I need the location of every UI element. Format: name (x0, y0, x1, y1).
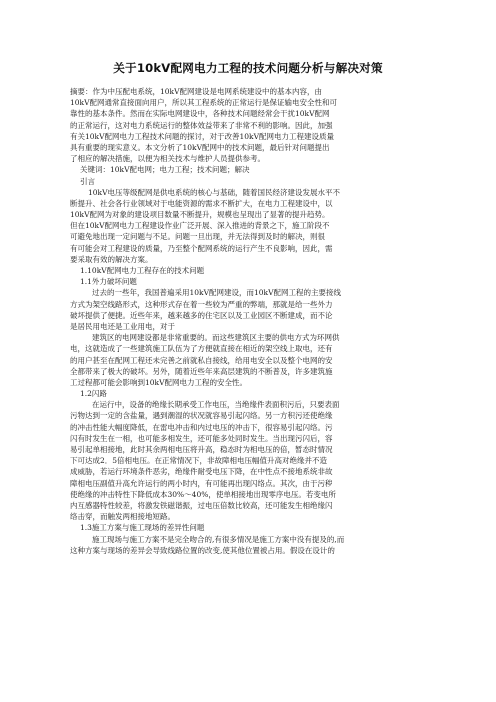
abstract-line: 10kV配网通常直接面向用户，所以其工程系统的正常运行是保证输电安全性和可 (70, 98, 338, 108)
abstract-line: 靠性的基本条件。然而在实际电网建设中，各种技术问题经常会干扰10kV配网 (70, 109, 330, 119)
subsection-heading: 1.3施工方案与施工现场的差异性问题 (80, 523, 205, 533)
paragraph-line: 闪有时发生在一相，也可能多相发生，还可能多处同时发生。当出现污闪后，容 (70, 433, 333, 443)
paragraph-line: 10kV电压等级配网是供电系统的核心与基础，随着国民经济建设发展水平不 (88, 187, 341, 197)
paragraph-line: 工过程都可能会影响到10kV配网电力工程的安全性。 (70, 377, 248, 387)
paragraph-line: 建筑区的电网建设都是非常重要的。而这些建筑区主要的供电方式为环网供 (92, 333, 340, 343)
paragraph-line: 电，这就造成了一些建筑施工队伍为了方便就直接在相近的架空线上取电，还有 (70, 344, 333, 354)
paragraph-line: 易引起单相接地，此时其余两相电压将升高，稳态时为相电压的倍，暂态时情况 (70, 445, 333, 454)
paragraph-line: 这种方案与现场的差异会导致线路位置的改变,使其他位置被占用。假设在设计的 (70, 545, 335, 555)
subsection-heading: 1.2闪路 (80, 389, 107, 399)
paragraph-line: 成威胁，若运行环境条件恶劣，绝缘件耐受电压下降，在中性点不接地系统非故 (70, 467, 333, 477)
paragraph-line: 络击穿，而触发两相接地短路。 (70, 512, 175, 522)
paragraph-line: 10kV配网为对象的建设项目数量不断提升，规模也呈现出了显著的提升趋势。 (70, 210, 330, 220)
paragraph-line: 在运行中，设备的绝缘长期承受工作电压，当绝缘件表面积污后，只要表面 (92, 400, 340, 410)
paragraph-line: 下可达成2．5倍相电压。在正常情况下，非故障相电压幅值升高对绝缘并不造 (70, 456, 328, 466)
subsection-heading: 1.1外力破坏问题 (80, 277, 137, 287)
document-title: 关于10kV配网电力工程的技术问题分析与解决对策 (113, 61, 383, 75)
document-body (70, 86, 428, 556)
abstract-line: 具有重要的现实意义。本文分析了10kV配网中的技术问题，最后针对问题提出 (70, 142, 330, 152)
paragraph-line: 使绝缘的冲击特性下降低成本30%～40%，使单相接地出现零序电压。若变电所 (70, 489, 336, 499)
keywords-line: 关键词：10kV配电网；电力工程；技术问题；解决 (80, 165, 250, 175)
abstract-line: 有关10kV配网电力工程技术问题的探讨，对于改善10kV配网电力工程建设质量 (70, 131, 335, 141)
paragraph-line: 施工现场与施工方案不是完全吻合的,有很多情况是施工方案中没有提及的,而 (92, 534, 345, 544)
paragraph-line: 的冲击性能大幅度降低，在雷电冲击和内过电压的冲击下，很容易引起闪络。污 (70, 422, 333, 432)
section-heading: 1.10kV配网电力工程存在的技术问题 (80, 266, 205, 275)
paragraph-line: 过去的一些年，我国普遍采用10kV配网建设，而10kV配网工程的主要接线 (92, 288, 342, 298)
paragraph-line: 有可能会对工程建设的质量，乃至整个配网系统的运行产生不良影响，因此，需 (70, 243, 333, 253)
paragraph-line: 断提升、社会各行业领域对于电能资源的需求不断扩大，在电力工程建设中，以 (70, 198, 333, 208)
paragraph-line: 内互感器特性较差，将激发铁磁谐振，过电压倍数比较高，还可能发生相绝缘闪 (70, 500, 333, 510)
section-heading-intro: 引言 (80, 176, 95, 186)
paragraph-line: 可避免地出现一定问题与不足。问题一旦出现，并无法得到及时的解决，则很 (70, 232, 325, 242)
paragraph-line: 的用户甚至在配网工程还未完善之前就私自接线，给用电安全以及整个电网的安 (70, 355, 333, 365)
abstract-line: 摘要：作为中压配电系统，10kV配网建设是电网系统建设中的基本内容，由 (70, 87, 323, 96)
paragraph-line: 要采取有效的解决方案。 (70, 254, 153, 264)
abstract-line: 了相应的解决措施，以便为相关技术与维护人员提供参考。 (70, 154, 265, 164)
paragraph-line: 障相电压副值升高允许运行的两小时内，有可能再出现闪络点。其次，由于污秽 (70, 478, 333, 488)
paragraph-line: 污物达到一定的含盐量，遇到潮湿的状况就容易引起闪络。另一方积污还使绝缘 (70, 411, 333, 421)
paragraph-line: 方式为架空线路形式，这种形式存在着一些较为严重的弊端，那就是给一些外力 (70, 299, 333, 309)
paragraph-line: 破坏提供了便捷。近些年来，越来越多的住宅区以及工业园区不断建成，而不论 (70, 310, 333, 320)
paragraph-line: 全都带来了极大的破坏。另外，随着近些年来高层建筑的不断普及，许多建筑施 (70, 366, 333, 376)
paragraph-line: 但在10kV配网电力工程建设作业广泛开展、深入推进的背景之下，施工阶段不 (70, 221, 330, 231)
abstract-line: 的正常运行，这对电力系统运行的整体效益带来了非常不利的影响。因此，加强 (70, 120, 333, 130)
paragraph-line: 是居民用电还是工业用电，对于 (70, 321, 175, 331)
